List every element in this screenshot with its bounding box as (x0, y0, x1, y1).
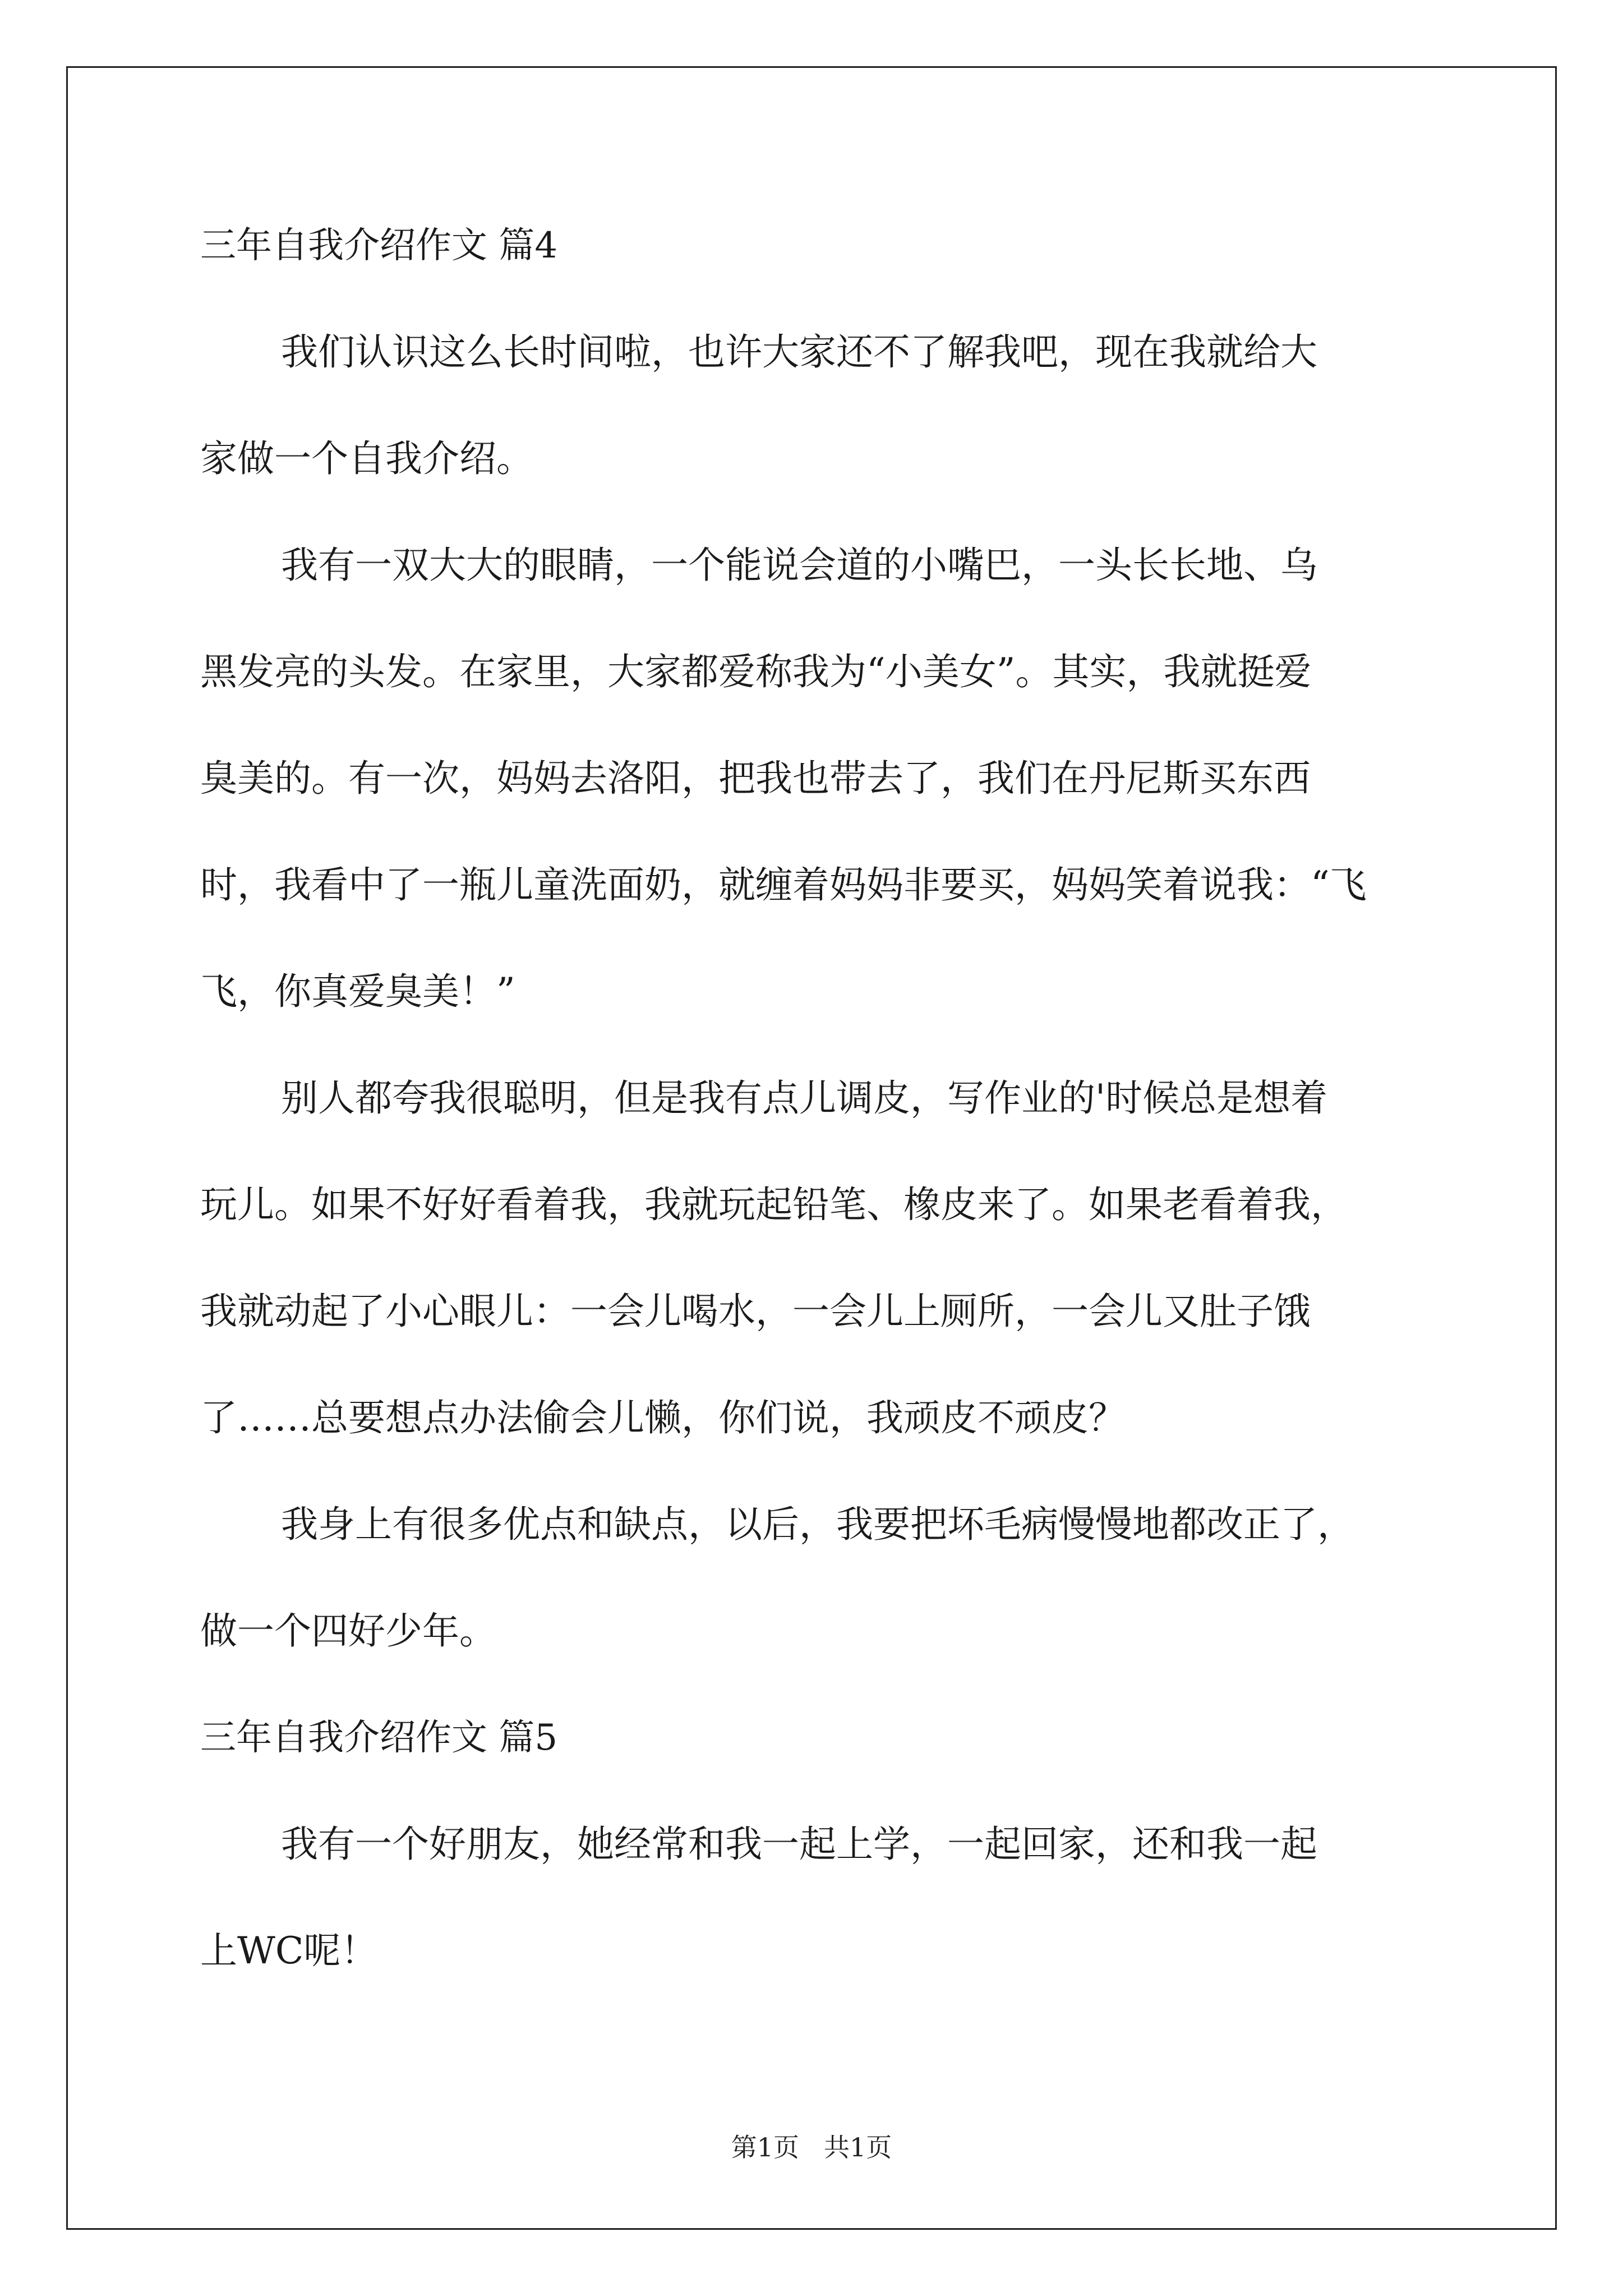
paragraph-line: 黑发亮的头发。在家里，大家都爱称我为“小美女”。其实，我就挺爱 (200, 650, 1312, 693)
paragraph-line: 上WC呢！ (200, 1929, 378, 1972)
paragraph-line: 我们认识这么长时间啦，也许大家还不了解我吧，现在我就给大 (281, 330, 1317, 374)
page-footer (0, 2131, 1623, 2164)
paragraph-line: 别人都夸我很聪明，但是我有点儿调皮，写作业的'时候总是想着 (281, 1076, 1328, 1120)
paragraph-line: 家做一个自我介绍。 (200, 437, 533, 480)
paragraph-line: 臭美的。有一次，妈妈去洛阳，把我也带去了，我们在丹尼斯买东西 (200, 757, 1311, 800)
paragraph-line: 玩儿。如果不好好看着我，我就玩起铅笔、橡皮来了。如果老看着我， (200, 1183, 1348, 1226)
paragraph-line: 了……总要想点办法偷会儿懒，你们说，我顽皮不顽皮？ (200, 1396, 1126, 1439)
paragraph-line: 做一个四好少年。 (200, 1609, 496, 1653)
paragraph-line: 飞，你真爱臭美！” (200, 970, 515, 1013)
paragraph-line: 我就动起了小心眼儿：一会儿喝水，一会儿上厕所，一会儿又肚子饿 (200, 1290, 1311, 1333)
page-border (66, 66, 1557, 2230)
paragraph-line: 我有一双大大的眼睛，一个能说会道的小嘴巴，一头长长地、乌 (281, 544, 1317, 587)
section-heading: 三年自我介绍作文 篇4 (200, 225, 558, 266)
paragraph-line: 我身上有很多优点和缺点，以后，我要把坏毛病慢慢地都改正了， (281, 1503, 1354, 1546)
paragraph-line: 我有一个好朋友，她经常和我一起上学，一起回家，还和我一起 (281, 1823, 1317, 1866)
page-number: 第1页 (731, 2132, 799, 2162)
section-heading: 三年自我介绍作文 篇5 (200, 1717, 558, 1759)
page-total: 共1页 (824, 2132, 892, 2162)
paragraph-line: 时，我看中了一瓶儿童洗面奶，就缠着妈妈非要买，妈妈笑着说我：“飞 (200, 863, 1367, 907)
